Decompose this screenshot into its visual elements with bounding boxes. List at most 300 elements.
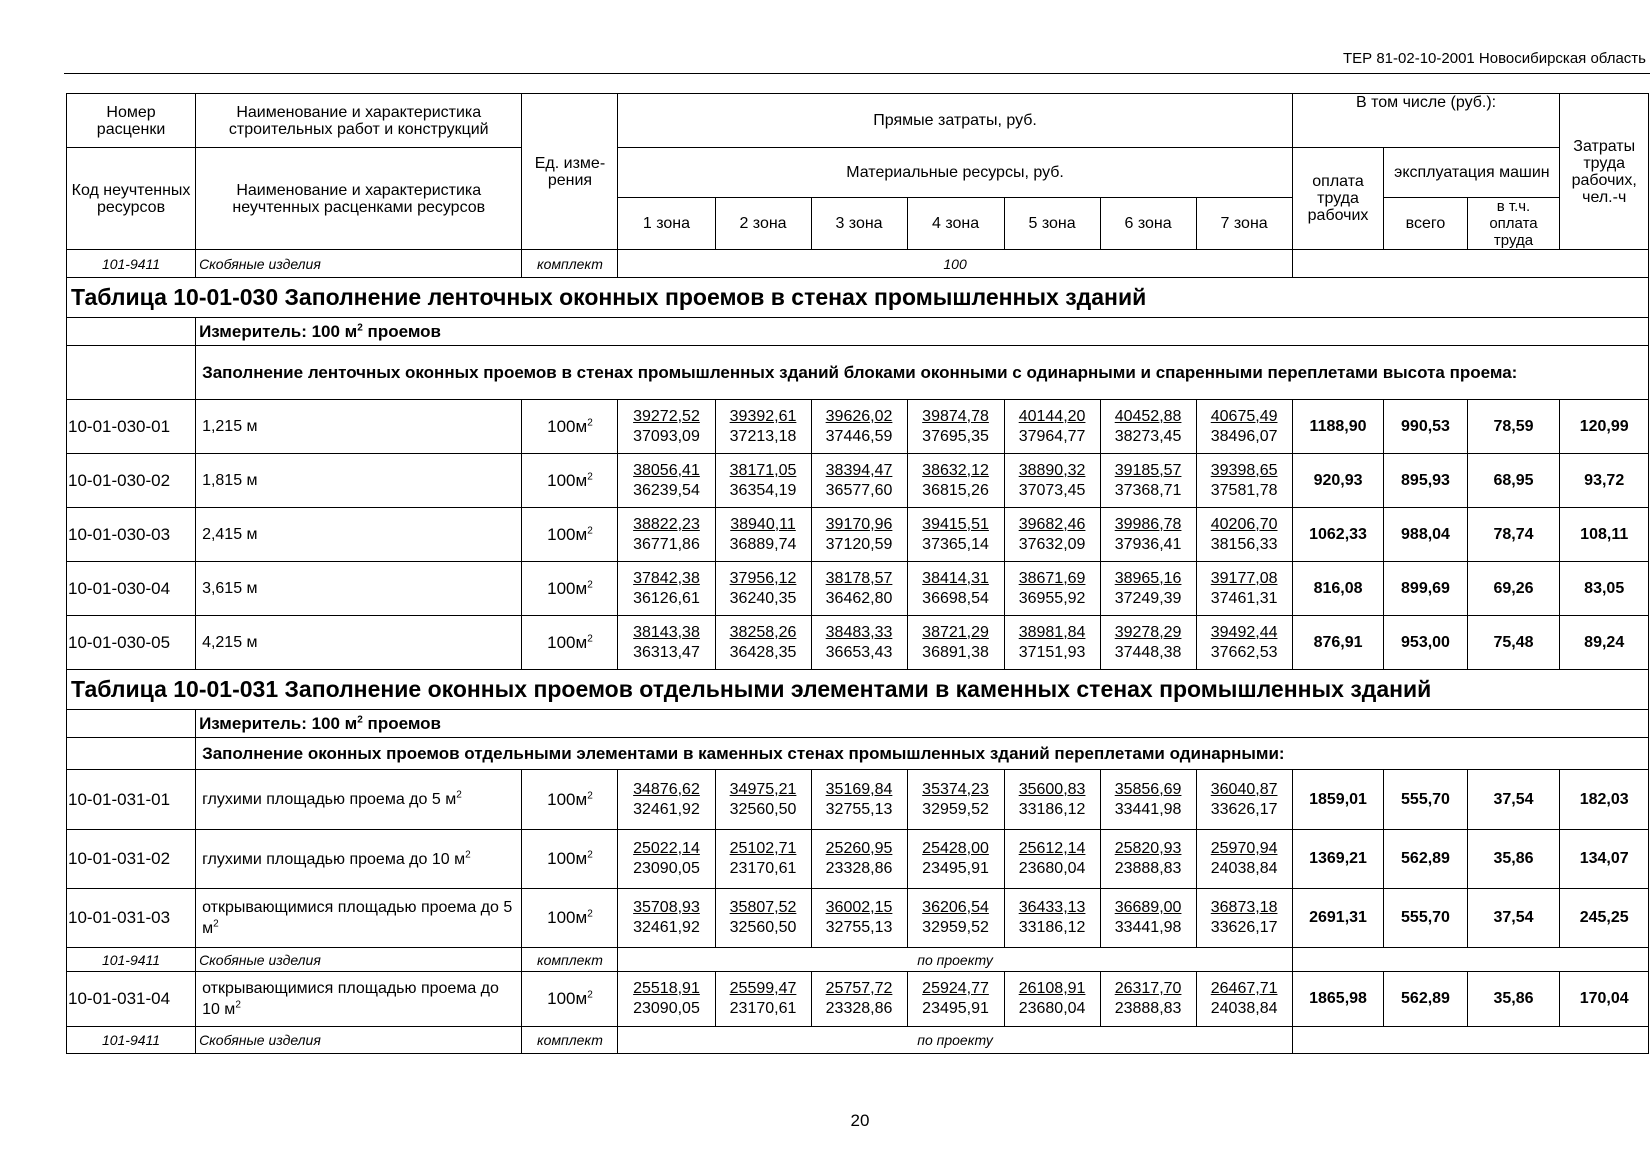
material-cost: 37213,18 bbox=[729, 427, 797, 445]
resource-row bbox=[67, 1027, 1649, 1054]
material-cost: 23328,86 bbox=[825, 1000, 893, 1017]
direct-cost: 39492,44 bbox=[1210, 623, 1278, 641]
material-cost: 36653,43 bbox=[825, 643, 893, 661]
zone-cost bbox=[1004, 889, 1100, 948]
machines-value: 990,53 bbox=[1384, 400, 1467, 454]
direct-cost: 39177,08 bbox=[1210, 569, 1278, 587]
material-cost: 37448,38 bbox=[1114, 643, 1182, 661]
direct-cost: 26108,91 bbox=[1018, 980, 1086, 997]
zone-cost bbox=[1196, 770, 1292, 830]
direct-cost: 25757,72 bbox=[825, 980, 893, 997]
rate-code: 10-01-031-02 bbox=[67, 830, 196, 889]
machines-value: 895,93 bbox=[1384, 454, 1467, 508]
rate-name: 2,415 м bbox=[196, 508, 522, 562]
resource-code: 101-9411 bbox=[67, 1027, 196, 1054]
direct-cost: 34876,62 bbox=[633, 780, 700, 798]
table-title: Таблица 10-01-031 Заполнение оконных проемов отдельными элементами в каменных стенах промышленных зданий bbox=[67, 670, 1649, 710]
labor-value: 182,03 bbox=[1560, 770, 1649, 830]
col-resource-code: Код неучтенных ресурсов bbox=[67, 148, 196, 250]
rate-unit: $100м^2$ bbox=[522, 889, 618, 948]
zone-cost bbox=[618, 889, 715, 948]
zone-cost bbox=[715, 770, 811, 830]
direct-cost: 38721,29 bbox=[922, 623, 989, 641]
direct-cost: 38171,05 bbox=[729, 461, 797, 479]
material-cost: 32560,50 bbox=[729, 800, 797, 818]
rate-unit: $100м^2$ bbox=[522, 616, 618, 670]
material-cost: 32755,13 bbox=[825, 800, 893, 818]
resource-row bbox=[67, 948, 1649, 972]
zone-cost bbox=[907, 400, 1004, 454]
resource-row bbox=[67, 250, 1649, 278]
wages-value: 1188,90 bbox=[1292, 400, 1384, 454]
zone-cost bbox=[618, 616, 715, 670]
rate-name: 1,215 м bbox=[196, 400, 522, 454]
machine-wages-value: 37,54 bbox=[1467, 770, 1560, 830]
zone-cost bbox=[1100, 400, 1196, 454]
zone-cost bbox=[1004, 562, 1100, 616]
material-cost: 33186,12 bbox=[1018, 919, 1086, 936]
labor-value: 89,24 bbox=[1560, 616, 1649, 670]
rate-code: 10-01-030-03 bbox=[67, 508, 196, 562]
material-cost: 23495,91 bbox=[922, 1000, 989, 1017]
direct-cost: 35600,83 bbox=[1018, 780, 1086, 798]
zone-cost bbox=[1100, 972, 1196, 1027]
zone-cost bbox=[715, 889, 811, 948]
direct-cost: 38940,11 bbox=[730, 515, 796, 533]
zone-cost bbox=[1196, 454, 1292, 508]
direct-cost: 35169,84 bbox=[825, 780, 893, 798]
material-cost: 36126,61 bbox=[633, 589, 700, 607]
direct-cost: 39986,78 bbox=[1114, 515, 1182, 533]
zone-cost bbox=[618, 508, 715, 562]
zone-cost bbox=[715, 830, 811, 889]
material-cost: 23495,91 bbox=[922, 860, 989, 877]
material-cost: 23328,86 bbox=[825, 860, 893, 877]
material-cost: 32560,50 bbox=[729, 919, 797, 936]
zone-header: 7 зона bbox=[1196, 198, 1292, 250]
rate-name: глухими площадью проема до 5 $м^2$ bbox=[196, 770, 522, 830]
zone-cost bbox=[811, 454, 907, 508]
material-cost: 36955,92 bbox=[1018, 589, 1086, 607]
direct-cost: 35856,69 bbox=[1114, 780, 1182, 798]
zone-cost bbox=[811, 770, 907, 830]
direct-cost: 26467,71 bbox=[1210, 980, 1278, 997]
material-cost: 36771,86 bbox=[633, 535, 700, 553]
zone-cost bbox=[715, 562, 811, 616]
material-cost: 37662,53 bbox=[1210, 643, 1278, 661]
material-cost: 37249,39 bbox=[1114, 589, 1182, 607]
direct-cost: 36002,15 bbox=[825, 899, 893, 916]
zone-cost bbox=[1004, 972, 1100, 1027]
direct-cost: 25102,71 bbox=[729, 840, 797, 857]
zone-cost bbox=[1196, 616, 1292, 670]
zone-cost bbox=[907, 770, 1004, 830]
labor-value: 93,72 bbox=[1560, 454, 1649, 508]
material-cost: 23888,83 bbox=[1114, 1000, 1182, 1017]
material-cost: 33186,12 bbox=[1018, 800, 1086, 818]
rate-row bbox=[67, 454, 1649, 508]
zone-cost bbox=[1196, 562, 1292, 616]
rate-unit: $100м^2$ bbox=[522, 562, 618, 616]
wages-value: 2691,31 bbox=[1292, 889, 1384, 948]
machines-value: 988,04 bbox=[1384, 508, 1467, 562]
machine-wages-value: 75,48 bbox=[1467, 616, 1560, 670]
direct-cost: 25022,14 bbox=[633, 840, 700, 857]
machines-value: 555,70 bbox=[1384, 770, 1467, 830]
material-cost: 23888,83 bbox=[1114, 860, 1182, 877]
direct-cost: 25820,93 bbox=[1114, 840, 1182, 857]
material-cost: 36428,35 bbox=[729, 643, 797, 661]
machines-value: 555,70 bbox=[1384, 889, 1467, 948]
direct-cost: 40206,70 bbox=[1210, 515, 1278, 533]
rate-unit: $100м^2$ bbox=[522, 454, 618, 508]
zone-cost bbox=[715, 400, 811, 454]
zone-cost bbox=[1196, 972, 1292, 1027]
material-cost: 37461,31 bbox=[1210, 589, 1278, 607]
material-cost: 37093,09 bbox=[633, 427, 700, 445]
zone-cost bbox=[618, 972, 715, 1027]
direct-cost: 38414,31 bbox=[922, 569, 989, 587]
empty-cell bbox=[1292, 948, 1648, 972]
material-cost: 38156,33 bbox=[1210, 535, 1278, 553]
material-cost: 37120,59 bbox=[825, 535, 893, 553]
material-cost: 37632,09 bbox=[1018, 535, 1086, 553]
machine-wages-value: 37,54 bbox=[1467, 889, 1560, 948]
zone-cost bbox=[1196, 830, 1292, 889]
material-cost: 37446,59 bbox=[825, 427, 893, 445]
rate-row bbox=[67, 889, 1649, 948]
rate-row bbox=[67, 562, 1649, 616]
zone-cost bbox=[907, 830, 1004, 889]
machine-wages-value: 68,95 bbox=[1467, 454, 1560, 508]
material-cost: 37151,93 bbox=[1018, 643, 1086, 661]
direct-cost: 38056,41 bbox=[633, 461, 700, 479]
zone-header: 5 зона bbox=[1004, 198, 1100, 250]
direct-cost: 38258,26 bbox=[729, 623, 797, 641]
wages-value: 876,91 bbox=[1292, 616, 1384, 670]
zone-header: 6 зона bbox=[1100, 198, 1196, 250]
col-wages: оплата труда рабочих bbox=[1292, 148, 1384, 250]
direct-cost: 36433,13 bbox=[1018, 899, 1086, 916]
direct-cost: 39272,52 bbox=[633, 407, 700, 425]
resource-unit: комплект bbox=[522, 250, 618, 278]
zone-cost bbox=[1196, 400, 1292, 454]
resource-name: Скобяные изделия bbox=[196, 948, 522, 972]
zone-cost bbox=[907, 508, 1004, 562]
material-cost: 37365,14 bbox=[922, 535, 989, 553]
machine-wages-value: 78,59 bbox=[1467, 400, 1560, 454]
labor-value: 108,11 bbox=[1560, 508, 1649, 562]
labor-value: 245,25 bbox=[1560, 889, 1649, 948]
direct-cost: 25518,91 bbox=[633, 980, 700, 997]
direct-cost: 25599,47 bbox=[729, 980, 797, 997]
material-cost: 24038,84 bbox=[1210, 860, 1278, 877]
table031-body bbox=[67, 770, 1649, 1054]
rate-code: 10-01-030-05 bbox=[67, 616, 196, 670]
zone-cost bbox=[1004, 400, 1100, 454]
material-cost: 33441,98 bbox=[1114, 800, 1182, 818]
zone-cost bbox=[618, 454, 715, 508]
rate-row bbox=[67, 616, 1649, 670]
zone-cost bbox=[907, 562, 1004, 616]
zone-cost bbox=[618, 400, 715, 454]
material-cost: 36891,38 bbox=[922, 643, 989, 661]
labor-value: 83,05 bbox=[1560, 562, 1649, 616]
col-machines: эксплуатация машин bbox=[1384, 148, 1560, 198]
col-labor: Затраты труда рабочих, чел.-ч bbox=[1560, 94, 1649, 250]
material-cost: 23170,61 bbox=[729, 1000, 797, 1017]
zone-cost bbox=[618, 770, 715, 830]
wages-value: 816,08 bbox=[1292, 562, 1384, 616]
machine-wages-value: 35,86 bbox=[1467, 830, 1560, 889]
rate-row bbox=[67, 972, 1649, 1027]
direct-cost: 38671,69 bbox=[1018, 569, 1086, 587]
table030-body bbox=[67, 400, 1649, 670]
direct-cost: 39626,02 bbox=[825, 407, 893, 425]
direct-cost: 37842,38 bbox=[633, 569, 700, 587]
direct-cost: 34975,21 bbox=[729, 780, 797, 798]
header-rule bbox=[64, 73, 1650, 74]
col-work-name: Наименование и характеристика строительных работ и конструкций bbox=[196, 94, 522, 148]
zone-cost bbox=[811, 562, 907, 616]
resource-value: по проекту bbox=[618, 948, 1292, 972]
zone-cost bbox=[618, 830, 715, 889]
labor-value: 120,99 bbox=[1560, 400, 1649, 454]
machines-value: 899,69 bbox=[1384, 562, 1467, 616]
zone-cost bbox=[907, 889, 1004, 948]
resource-unit: комплект bbox=[522, 1027, 618, 1054]
machine-wages-value: 35,86 bbox=[1467, 972, 1560, 1027]
material-cost: 36889,74 bbox=[729, 535, 797, 553]
zone-cost bbox=[907, 972, 1004, 1027]
zone-header: 4 зона bbox=[907, 198, 1004, 250]
col-machine-wages: в т.ч. оплата труда bbox=[1467, 198, 1560, 250]
rate-unit: $100м^2$ bbox=[522, 770, 618, 830]
zone-cost bbox=[907, 616, 1004, 670]
material-cost: 33441,98 bbox=[1114, 919, 1182, 936]
direct-cost: 38632,12 bbox=[922, 461, 989, 479]
zone-header: 1 зона bbox=[618, 198, 715, 250]
rate-unit: $100м^2$ bbox=[522, 830, 618, 889]
material-cost: 37964,77 bbox=[1018, 427, 1086, 445]
rate-unit: $100м^2$ bbox=[522, 972, 618, 1027]
material-cost: 36354,19 bbox=[729, 481, 797, 499]
direct-cost: 39682,46 bbox=[1018, 515, 1086, 533]
zone-cost bbox=[1004, 770, 1100, 830]
rate-name: глухими площадью проема до 10 $м^2$ bbox=[196, 830, 522, 889]
direct-cost: 38143,38 bbox=[633, 623, 700, 641]
col-rate-number: Номер расценки bbox=[67, 94, 196, 148]
machine-wages-value: 69,26 bbox=[1467, 562, 1560, 616]
zone-cost bbox=[811, 400, 907, 454]
wages-value: 1865,98 bbox=[1292, 972, 1384, 1027]
wages-value: 1062,33 bbox=[1292, 508, 1384, 562]
direct-cost: 35807,52 bbox=[729, 899, 797, 916]
table-description: Заполнение ленточных оконных проемов в стенах промышленных зданий блоками оконными с одинарными и спаренными переплетами высота проема: bbox=[196, 346, 1649, 400]
zone-cost bbox=[907, 454, 1004, 508]
zone-cost bbox=[715, 454, 811, 508]
rates-table bbox=[66, 93, 1649, 1054]
labor-value: 170,04 bbox=[1560, 972, 1649, 1027]
direct-cost: 39415,51 bbox=[922, 515, 989, 533]
rate-name: 1,815 м bbox=[196, 454, 522, 508]
direct-cost: 36689,00 bbox=[1114, 899, 1182, 916]
material-cost: 23680,04 bbox=[1018, 860, 1086, 877]
resource-value: 100 bbox=[618, 250, 1292, 278]
direct-cost: 38981,84 bbox=[1018, 623, 1086, 641]
wages-value: 1859,01 bbox=[1292, 770, 1384, 830]
material-cost: 24038,84 bbox=[1210, 1000, 1278, 1017]
rate-code: 10-01-031-04 bbox=[67, 972, 196, 1027]
col-unit: Ед. изме-рения bbox=[522, 94, 618, 250]
direct-cost: 40144,20 bbox=[1018, 407, 1086, 425]
direct-cost: 38965,16 bbox=[1114, 569, 1182, 587]
direct-cost: 35374,23 bbox=[922, 780, 989, 798]
direct-cost: 40452,88 bbox=[1114, 407, 1182, 425]
machines-value: 562,89 bbox=[1384, 972, 1467, 1027]
table-title: Таблица 10-01-030 Заполнение ленточных оконных проемов в стенах промышленных зданий bbox=[67, 278, 1649, 318]
wages-value: 1369,21 bbox=[1292, 830, 1384, 889]
material-cost: 23680,04 bbox=[1018, 1000, 1086, 1017]
direct-cost: 25428,00 bbox=[922, 840, 989, 857]
material-cost: 36239,54 bbox=[633, 481, 700, 499]
direct-cost: 36040,87 bbox=[1210, 780, 1278, 798]
resource-value: по проекту bbox=[618, 1027, 1292, 1054]
rate-name: 3,615 м bbox=[196, 562, 522, 616]
resource-name: Скобяные изделия bbox=[196, 250, 522, 278]
material-cost: 38496,07 bbox=[1210, 427, 1278, 445]
rate-code: 10-01-030-01 bbox=[67, 400, 196, 454]
material-cost: 37368,71 bbox=[1114, 481, 1182, 499]
material-cost: 36815,26 bbox=[922, 481, 989, 499]
zone-header: 3 зона bbox=[811, 198, 907, 250]
zone-cost bbox=[811, 508, 907, 562]
direct-cost: 25260,95 bbox=[825, 840, 893, 857]
zone-cost bbox=[1004, 616, 1100, 670]
rate-unit: $100м^2$ bbox=[522, 508, 618, 562]
labor-value: 134,07 bbox=[1560, 830, 1649, 889]
zone-cost bbox=[1100, 830, 1196, 889]
material-cost: 32959,52 bbox=[922, 800, 989, 818]
rate-row bbox=[67, 830, 1649, 889]
material-cost: 32755,13 bbox=[825, 919, 893, 936]
zone-cost bbox=[811, 830, 907, 889]
material-cost: 37695,35 bbox=[922, 427, 989, 445]
material-cost: 37581,78 bbox=[1210, 481, 1278, 499]
zone-cost bbox=[715, 972, 811, 1027]
material-cost: 36577,60 bbox=[825, 481, 893, 499]
machines-value: 562,89 bbox=[1384, 830, 1467, 889]
machine-wages-value: 78,74 bbox=[1467, 508, 1560, 562]
zone-cost bbox=[715, 508, 811, 562]
direct-cost: 35708,93 bbox=[633, 899, 700, 916]
direct-cost: 38890,32 bbox=[1018, 461, 1086, 479]
zone-cost bbox=[1004, 508, 1100, 562]
zone-cost bbox=[1100, 616, 1196, 670]
measure-unit: Измеритель: 100 $м^2$ проемов bbox=[196, 318, 1649, 346]
direct-cost: 25970,94 bbox=[1210, 840, 1278, 857]
resource-name: Скобяные изделия bbox=[196, 1027, 522, 1054]
rate-name: открывающимися площадью проема до 5 $м^2$ bbox=[196, 889, 522, 948]
zone-cost bbox=[1004, 454, 1100, 508]
resource-unit: комплект bbox=[522, 948, 618, 972]
zone-cost bbox=[811, 889, 907, 948]
zone-header: 2 зона bbox=[715, 198, 811, 250]
direct-cost: 25612,14 bbox=[1018, 840, 1086, 857]
zone-cost bbox=[811, 616, 907, 670]
zone-cost bbox=[1196, 508, 1292, 562]
col-machines-total: всего bbox=[1384, 198, 1467, 250]
material-cost: 36240,35 bbox=[729, 589, 797, 607]
direct-cost: 39170,96 bbox=[825, 515, 893, 533]
material-cost: 33626,17 bbox=[1210, 800, 1278, 818]
zone-cost bbox=[1100, 889, 1196, 948]
material-cost: 37936,41 bbox=[1114, 535, 1182, 553]
machines-value: 953,00 bbox=[1384, 616, 1467, 670]
rate-row bbox=[67, 400, 1649, 454]
direct-cost: 40675,49 bbox=[1210, 407, 1278, 425]
resource-code: 101-9411 bbox=[67, 948, 196, 972]
material-cost: 36313,47 bbox=[633, 643, 700, 661]
material-cost: 23090,05 bbox=[633, 860, 700, 877]
direct-cost: 36206,54 bbox=[922, 899, 989, 916]
material-cost: 36698,54 bbox=[922, 589, 989, 607]
direct-cost: 38822,23 bbox=[633, 515, 700, 533]
direct-cost: 39398,65 bbox=[1210, 461, 1278, 479]
material-cost: 32959,52 bbox=[922, 919, 989, 936]
running-header: ТЕР 81-02-10-2001 Новосибирская область bbox=[1343, 50, 1646, 67]
col-including: В том числе (руб.): bbox=[1292, 94, 1560, 148]
measure-unit: Измеритель: 100 $м^2$ проемов bbox=[196, 710, 1649, 738]
direct-cost: 39874,78 bbox=[922, 407, 989, 425]
material-cost: 23170,61 bbox=[729, 860, 797, 877]
zone-cost bbox=[1100, 454, 1196, 508]
direct-cost: 39278,29 bbox=[1114, 623, 1182, 641]
material-cost: 37073,45 bbox=[1018, 481, 1086, 499]
material-cost: 33626,17 bbox=[1210, 919, 1278, 936]
material-cost: 38273,45 bbox=[1114, 427, 1182, 445]
wages-value: 920,93 bbox=[1292, 454, 1384, 508]
col-direct-costs: Прямые затраты, руб. bbox=[618, 94, 1292, 148]
empty-cell bbox=[1292, 1027, 1648, 1054]
direct-cost: 38483,33 bbox=[825, 623, 893, 641]
material-cost: 36462,80 bbox=[825, 589, 893, 607]
rate-code: 10-01-030-02 bbox=[67, 454, 196, 508]
col-resource-name: Наименование и характеристика неучтенных расценками ресурсов bbox=[196, 148, 522, 250]
rate-name: 4,215 м bbox=[196, 616, 522, 670]
material-cost: 23090,05 bbox=[633, 1000, 700, 1017]
direct-cost: 38394,47 bbox=[825, 461, 893, 479]
table-description: Заполнение оконных проемов отдельными элементами в каменных стенах промышленных зданий переплетами одинарными: bbox=[196, 738, 1649, 770]
direct-cost: 36873,18 bbox=[1210, 899, 1278, 916]
zone-cost bbox=[1100, 770, 1196, 830]
zone-cost bbox=[715, 616, 811, 670]
material-cost: 32461,92 bbox=[633, 800, 700, 818]
direct-cost: 39392,61 bbox=[729, 407, 797, 425]
zone-cost bbox=[618, 562, 715, 616]
col-material: Материальные ресурсы, руб. bbox=[618, 148, 1292, 198]
resource-code: 101-9411 bbox=[67, 250, 196, 278]
direct-cost: 37956,12 bbox=[729, 569, 797, 587]
material-cost: 32461,92 bbox=[633, 919, 700, 936]
rate-code: 10-01-030-04 bbox=[67, 562, 196, 616]
zone-cost bbox=[1100, 562, 1196, 616]
rate-row bbox=[67, 770, 1649, 830]
direct-cost: 26317,70 bbox=[1114, 980, 1182, 997]
direct-cost: 25924,77 bbox=[922, 980, 989, 997]
direct-cost: 38178,57 bbox=[825, 569, 893, 587]
rate-code: 10-01-031-03 bbox=[67, 889, 196, 948]
